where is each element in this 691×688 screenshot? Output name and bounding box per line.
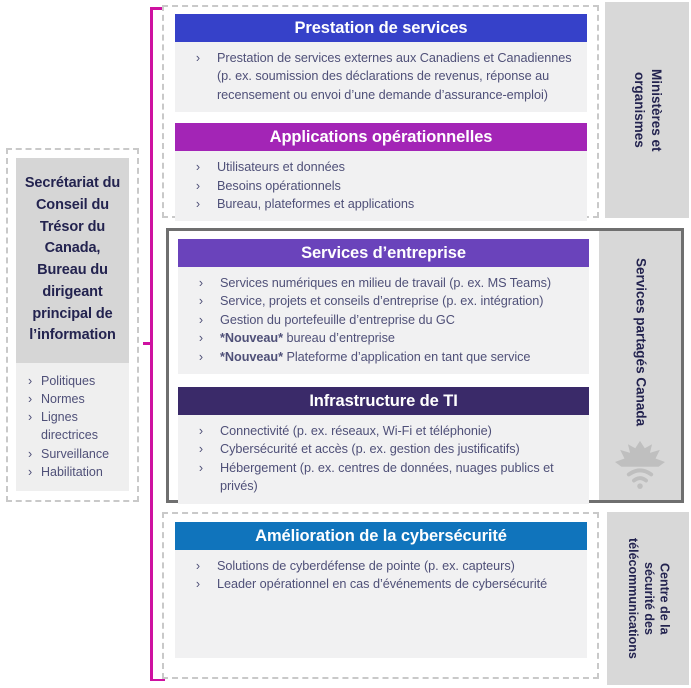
chevron-bullet-icon: ›: [28, 464, 33, 479]
list-item: [182, 311, 581, 329]
list-item-text: Solutions de cyberdéfense de pointe (p. ex. capteurs): [217, 559, 515, 573]
list-item: [179, 49, 579, 104]
vertical-label: [630, 69, 664, 152]
maple-leaf-wifi-icon: [614, 440, 666, 495]
list-item-text: Habilitation: [41, 464, 103, 479]
chevron-bullet-icon: ›: [195, 197, 201, 212]
list-item: [28, 390, 127, 408]
list-item-text: Surveillance: [41, 446, 110, 461]
list-item-text: Connectivité (p. ex. réseaux, Wi-Fi et téléphonie): [220, 424, 492, 439]
list-item: [182, 440, 581, 458]
vertical-label-line: Centre de la: [657, 562, 672, 635]
list-item: [182, 329, 581, 347]
chevron-bullet-icon: ›: [28, 374, 33, 388]
vertical-label-line: Services partagés Canada: [633, 258, 649, 427]
block-header: Amélioration de la cybersécurité: [175, 522, 587, 550]
chevron-bullet-icon: ›: [198, 424, 204, 439]
block-amelioration-cybersecurite: [175, 522, 587, 658]
list-item: [182, 422, 581, 440]
list-item: [182, 292, 581, 310]
label-ministeres-et-organismes: [605, 2, 689, 218]
list-item-text: Besoins opérationnels: [217, 178, 341, 193]
list-item-text: Politiques: [41, 374, 96, 388]
block-services-entreprise: [178, 239, 589, 374]
vertical-label: [625, 538, 672, 659]
vertical-label-line: organismes: [632, 72, 647, 148]
list-item: [182, 459, 581, 496]
chevron-bullet-icon: ›: [198, 312, 204, 327]
list-item-text: Service, projets et conseils d’entreprise (p. ex. intégration): [220, 294, 544, 309]
chevron-bullet-icon: ›: [195, 160, 201, 175]
list-item: [182, 274, 581, 292]
vertical-label: [632, 258, 649, 426]
chevron-bullet-icon: ›: [195, 178, 201, 193]
block-header: Infrastructure de TI: [178, 387, 589, 415]
list-item: [28, 463, 127, 481]
list-item-text: Leader opérationnel en cas d’événements de cybersécurité: [217, 577, 548, 592]
list-item-text: Prestation de services externes aux Canadiens et Canadiennes (p. ex. soumission des déclarations de revenus, réponse au recensement ou envoi d’une demande d’assurance-emploi): [217, 51, 572, 102]
list-item-text: Hébergement (p. ex. centres de données, nuages publics et privés): [220, 460, 554, 494]
list-item: [182, 348, 581, 366]
list-item: [28, 408, 127, 444]
left-panel-title: Secrétariat du Conseil du Trésor du Canada, Bureau du dirigeant principal de l’information: [16, 158, 129, 363]
bullet-list: [178, 267, 589, 374]
list-item: [179, 575, 579, 593]
block-infrastructure-ti: [178, 387, 589, 504]
bullet-list: [175, 151, 587, 221]
chevron-bullet-icon: ›: [198, 276, 204, 290]
chevron-bullet-icon: ›: [28, 446, 33, 461]
bullet-list: [175, 42, 587, 112]
band-services-partages-canada: [166, 228, 684, 503]
bullet-list: [175, 550, 587, 658]
chevron-bullet-icon: ›: [195, 559, 201, 573]
list-item-text: Cybersécurité et accès (p. ex. gestion des justificatifs): [220, 442, 520, 457]
list-item: [28, 445, 127, 463]
vertical-label-line: Ministères et: [648, 68, 664, 152]
block-header: Prestation de services: [175, 14, 587, 42]
list-item-text: *Nouveau* bureau d’entreprise: [220, 331, 395, 346]
bullet-list: [178, 415, 589, 504]
list-item: [179, 158, 579, 176]
chevron-bullet-icon: ›: [195, 577, 201, 592]
list-item-text: Utilisateurs et données: [217, 160, 345, 175]
block-header: Applications opérationnelles: [175, 123, 587, 151]
chevron-bullet-icon: ›: [198, 349, 204, 364]
left-panel-tbs: [6, 148, 139, 502]
list-item: [179, 177, 579, 195]
band-cst: [162, 512, 599, 679]
block-applications-operationnelles: [175, 123, 587, 221]
list-item-text: Gestion du portefeuille d’entreprise du GC: [220, 312, 455, 327]
list-item: [179, 557, 579, 575]
chevron-bullet-icon: ›: [195, 51, 201, 65]
chevron-bullet-icon: ›: [198, 460, 204, 475]
left-panel-list: [16, 363, 129, 491]
bracket-connector-tick: [143, 342, 151, 345]
list-item: [28, 372, 127, 390]
vertical-label-line: sécurité des: [641, 562, 656, 635]
list-item-text: Lignes directrices: [41, 410, 98, 443]
chevron-bullet-icon: ›: [198, 442, 204, 457]
label-centre-securite-telecommunications: [607, 512, 689, 685]
vertical-label-line: télécommunications: [626, 538, 641, 659]
chevron-bullet-icon: ›: [28, 392, 33, 407]
label-services-partages-canada: [599, 231, 681, 500]
list-item-text: Services numériques en milieu de travail (p. ex. MS Teams): [220, 276, 552, 290]
chevron-bullet-icon: ›: [198, 294, 204, 309]
list-item-text: *Nouveau* Plateforme d’application en tant que service: [220, 349, 531, 364]
chevron-bullet-icon: ›: [28, 410, 33, 425]
band-ministeres-organismes: [162, 5, 599, 218]
list-item-text: Normes: [41, 392, 85, 407]
chevron-bullet-icon: ›: [198, 331, 204, 346]
list-item-text: Bureau, plateformes et applications: [217, 197, 415, 212]
block-prestation-de-services: [175, 14, 587, 112]
list-item: [179, 195, 579, 213]
block-header: Services d’entreprise: [178, 239, 589, 267]
